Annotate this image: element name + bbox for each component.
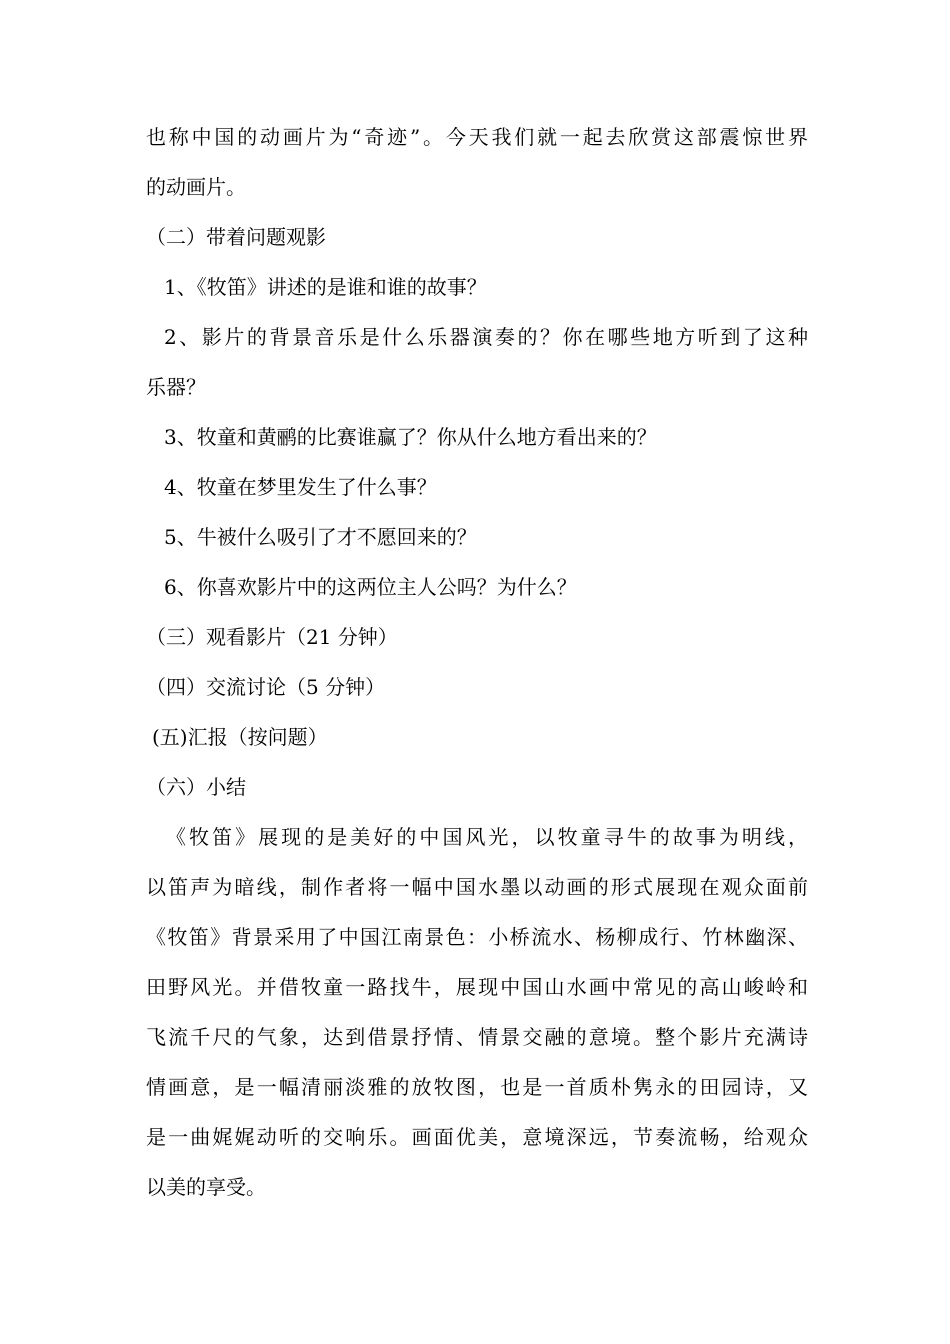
section-heading: (五)汇报（按问题）	[152, 725, 328, 749]
question-item: 6、你喜欢影片中的这两位主人公吗？为什么？	[164, 575, 577, 599]
section-heading: （三）观看影片（21 分钟）	[146, 625, 398, 649]
question-item: 2、影片的背景音乐是什么乐器演奏的？你在哪些地方听到了这种	[164, 325, 808, 349]
paragraph-line: 以笛声为暗线，制作者将一幅中国水墨以动画的形式展现在观众面前	[146, 875, 808, 899]
question-item: 3、牧童和黄鹂的比赛谁赢了？你从什么地方看出来的？	[164, 425, 657, 449]
section-heading: （二）带着问题观影	[146, 225, 326, 249]
paragraph-line: 《牧笛》展现的是美好的中国风光，以牧童寻牛的故事为明线，	[166, 825, 808, 849]
paragraph-line: 田野风光。并借牧童一路找牛，展现中国山水画中常见的高山峻岭和	[146, 975, 808, 999]
paragraph-line: 情画意，是一幅清丽淡雅的放牧图，也是一首质朴隽永的田园诗，又	[146, 1075, 808, 1099]
question-item: 1、《牧笛》讲述的是谁和谁的故事？	[164, 275, 487, 299]
question-item-continuation: 乐器？	[146, 375, 206, 399]
section-heading: （四）交流讨论（5 分钟）	[146, 675, 386, 699]
question-item: 4、牧童在梦里发生了什么事？	[164, 475, 437, 499]
paragraph-line: 的动画片。	[146, 175, 246, 199]
paragraph-line: 《牧笛》背景采用了中国江南景色：小桥流水、杨柳成行、竹林幽深、	[146, 925, 808, 949]
question-item: 5、牛被什么吸引了才不愿回来的？	[164, 525, 477, 549]
paragraph-line: 也称中国的动画片为“奇迹”。今天我们就一起去欣赏这部震惊世界	[146, 125, 808, 149]
section-heading: （六）小结	[146, 775, 246, 799]
paragraph-line: 飞流千尺的气象，达到借景抒情、情景交融的意境。整个影片充满诗	[146, 1025, 808, 1049]
paragraph-line: 是一曲娓娓动听的交响乐。画面优美，意境深远，节奏流畅，给观众	[146, 1125, 808, 1149]
paragraph-line: 以美的享受。	[146, 1175, 266, 1199]
